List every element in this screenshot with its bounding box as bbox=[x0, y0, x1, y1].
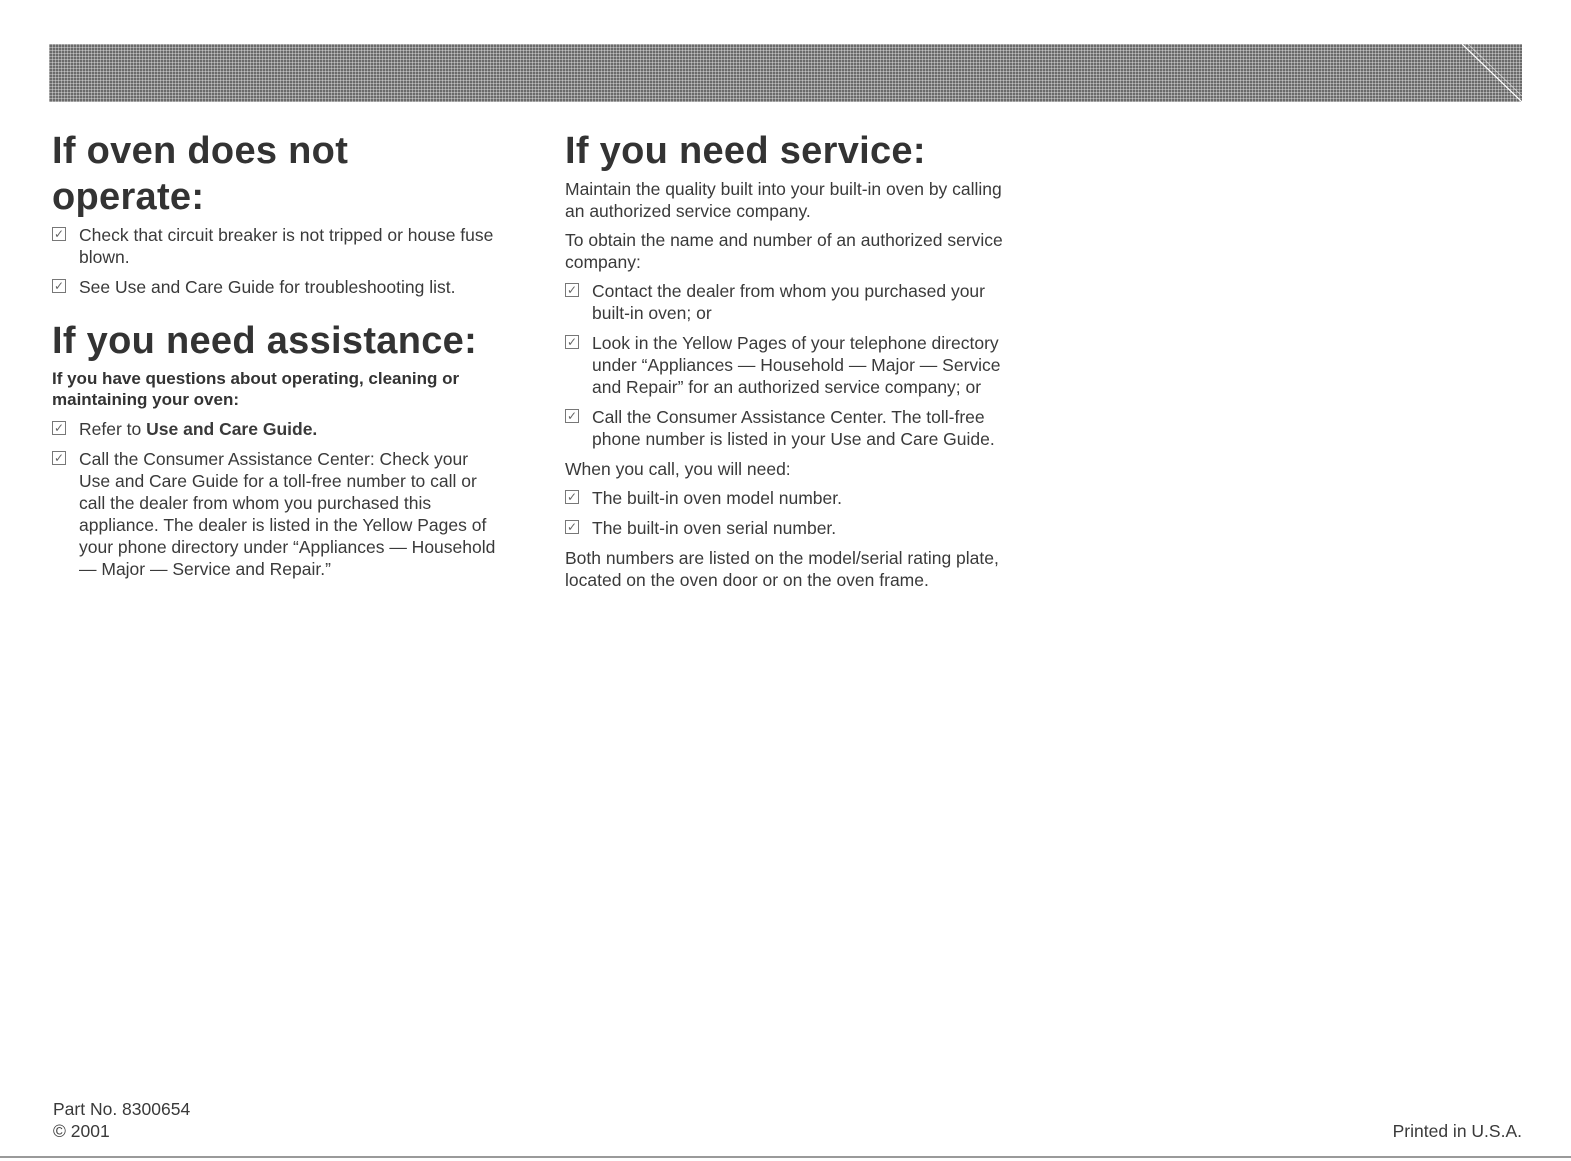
list-item-text: The built-in oven model number. bbox=[592, 488, 842, 508]
list-item bbox=[565, 280, 1005, 324]
list-item bbox=[52, 448, 502, 580]
bottom-rule bbox=[0, 1156, 1571, 1158]
list-item bbox=[52, 224, 502, 268]
banner-corner-graphic bbox=[1462, 44, 1522, 102]
left-column bbox=[52, 128, 502, 588]
list-item-text: Call the Consumer Assistance Center: Check your Use and Care Guide for a toll-free number to call or call the dealer from whom you purchased this appliance. The dealer is listed in the Yellow Pages of your phone directory under “Appliances — Household — Major — Service and Repair.” bbox=[79, 449, 496, 579]
header-banner bbox=[49, 44, 1522, 102]
service-closing: Both numbers are listed on the model/serial rating plate, located on the oven door or on the oven frame. bbox=[565, 548, 999, 590]
list-item bbox=[565, 487, 1005, 509]
assistance-list bbox=[52, 418, 502, 580]
assistance-subheading: If you have questions about operating, cleaning or maintaining your oven: bbox=[52, 369, 460, 409]
copyright: © 2001 bbox=[53, 1121, 110, 1141]
service-intro: Maintain the quality built into your built-in oven by calling an authorized service company. bbox=[565, 179, 1002, 221]
checkbox-checked-icon: ✓ bbox=[566, 335, 578, 349]
list-item bbox=[565, 517, 1005, 539]
checkbox-checked-icon: ✓ bbox=[53, 279, 65, 293]
list-item-text: The built-in oven serial number. bbox=[592, 518, 837, 538]
list-item bbox=[565, 406, 1005, 450]
checkbox-checked-icon: ✓ bbox=[53, 421, 65, 435]
right-column bbox=[565, 128, 1005, 598]
list-item bbox=[52, 418, 502, 440]
list-item-text: Contact the dealer from whom you purchased your built-in oven; or bbox=[592, 281, 985, 323]
list-item-text: Refer to bbox=[79, 419, 147, 439]
checkbox-checked-icon: ✓ bbox=[566, 520, 578, 534]
service-need-list bbox=[565, 487, 1005, 539]
list-item-text: See Use and Care Guide for troubleshooting list. bbox=[79, 277, 456, 297]
checkbox-checked-icon: ✓ bbox=[566, 490, 578, 504]
printed-in: Printed in U.S.A. bbox=[1392, 1121, 1522, 1141]
checkbox-checked-icon: ✓ bbox=[53, 451, 65, 465]
list-item-text: Call the Consumer Assistance Center. The toll-free phone number is listed in your Use and Care Guide. bbox=[592, 407, 995, 449]
list-item-text: Look in the Yellow Pages of your telephone directory under “Appliances — Household — Major — Service and Repair” for an authorized service company; or bbox=[592, 333, 1001, 397]
list-item bbox=[52, 276, 502, 298]
part-number: Part No. 8300654 bbox=[53, 1099, 191, 1119]
use-care-guide-ref: Use and Care Guide. bbox=[146, 419, 318, 439]
service-when-call: When you call, you will need: bbox=[565, 459, 791, 479]
footer-left bbox=[53, 1098, 190, 1142]
oven-not-operate-heading: If oven does not operate: bbox=[52, 130, 349, 218]
list-item-text: Check that circuit breaker is not tripped or house fuse blown. bbox=[79, 225, 494, 267]
service-obtain: To obtain the name and number of an authorized service company: bbox=[565, 230, 1003, 272]
service-list bbox=[565, 280, 1005, 450]
list-item bbox=[565, 332, 1005, 398]
checkbox-checked-icon: ✓ bbox=[566, 283, 578, 297]
checkbox-checked-icon: ✓ bbox=[53, 227, 65, 241]
oven-not-operate-list bbox=[52, 224, 502, 298]
checkbox-checked-icon: ✓ bbox=[566, 409, 578, 423]
assistance-heading: If you need assistance: bbox=[52, 320, 478, 362]
service-heading: If you need service: bbox=[565, 130, 926, 172]
